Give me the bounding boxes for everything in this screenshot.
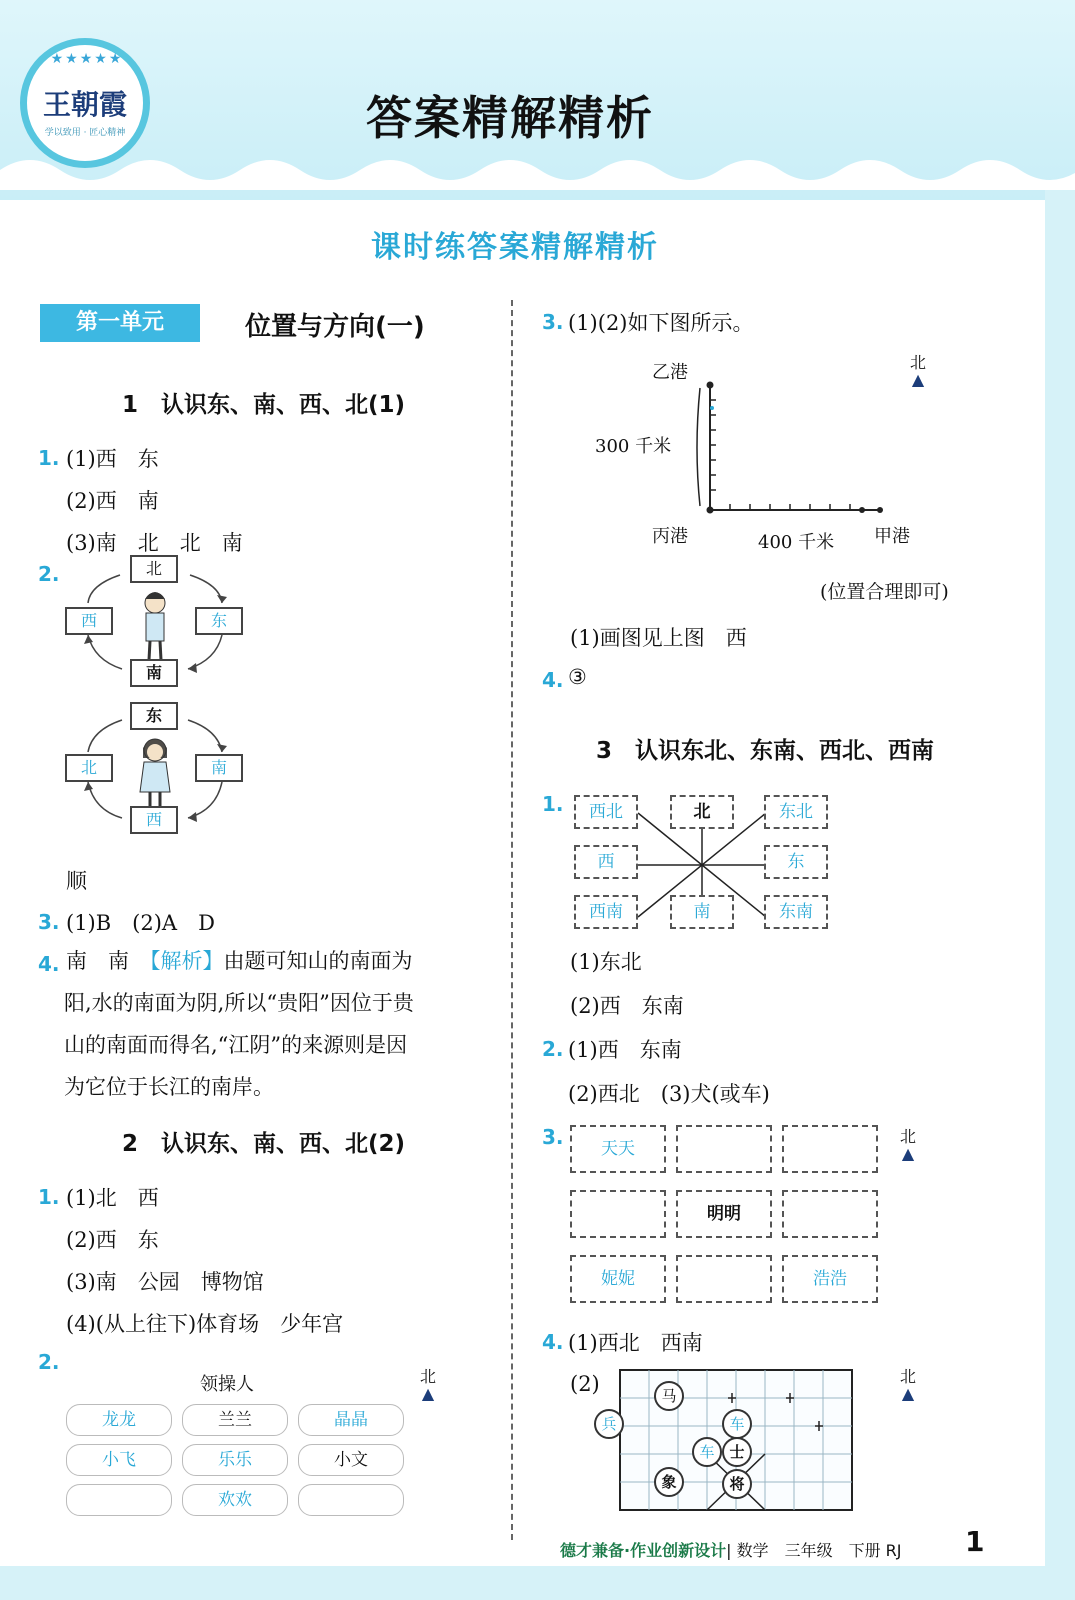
question-number: 3. [38, 910, 60, 934]
seat-grid-cell: 天天 [570, 1125, 666, 1173]
question-number: 1. [38, 1185, 60, 1209]
direction-box-top: 北 [130, 555, 178, 583]
direction-box-right: 东 [195, 607, 243, 635]
north-arrow-icon: ▲ [901, 1144, 915, 1163]
map-note: (位置合理即可) [820, 581, 949, 603]
student-name-cell: 晶晶 [298, 1404, 404, 1436]
section-subtitle: 课时练答案精解精析 [371, 230, 659, 265]
logo-text: 王朝霞 [42, 88, 127, 121]
footer-brand: 德才兼备·作业创新设计 [560, 1541, 727, 1560]
unit-badge: 第一单元 [40, 304, 200, 342]
chess-piece-soldier: 兵 [594, 1409, 624, 1439]
north-arrow-icon: ▲ [421, 1384, 435, 1403]
seat-grid-cell [782, 1125, 878, 1173]
seat-grid-cell [782, 1190, 878, 1238]
footer-info [560, 1538, 902, 1561]
compass-cell-se: 东南 [764, 895, 828, 929]
compass-cell-nw: 西北 [574, 795, 638, 829]
chess-piece-advisor: 士 [722, 1437, 752, 1467]
lesson-3-title: 3 认识东北、东南、西北、西南 [596, 738, 935, 764]
explanation-line [66, 940, 496, 982]
answer-line: (1)西 东 [66, 447, 159, 471]
direction-figure-2 [60, 700, 250, 840]
seat-grid-cell [570, 1190, 666, 1238]
student-name-cell: 兰兰 [182, 1404, 288, 1436]
header-wave-decoration [0, 150, 1075, 190]
answer-line: (1)西 东南 [568, 1038, 682, 1062]
north-label: 北 [899, 1127, 916, 1146]
lesson-1-title: 1 认识东、南、西、北(1) [122, 392, 406, 418]
vertical-distance-label: 300 千米 [595, 436, 672, 457]
north-label: 北 [899, 1367, 916, 1386]
student-name-cell [66, 1484, 172, 1516]
compass-cell-ne: 东北 [764, 795, 828, 829]
explanation-line: 为它位于长江的南岸。 [64, 1075, 274, 1099]
north-arrow-icon: ▲ [911, 370, 925, 389]
logo-subtext: 学以致用 · 匠心精神 [44, 128, 126, 138]
answer-line: (2)西 东南 [570, 994, 684, 1018]
explanation-line: 山的南面而得名,“江阴”的来源则是因 [64, 1033, 408, 1057]
compass-cell-e: 东 [764, 845, 828, 879]
answer-line: (2)西 东 [66, 1228, 159, 1252]
answer-text: 南 南 [66, 949, 150, 973]
question-number: 2. [38, 1350, 60, 1374]
port-map-diagram [595, 350, 950, 560]
direction-box-bottom: 南 [130, 659, 178, 687]
north-label: 北 [909, 353, 926, 372]
question-number: 4. [38, 952, 60, 976]
answer-line: (1)B (2)A D [66, 911, 215, 935]
answer-line: 顺 [66, 869, 87, 893]
seat-grid-cell: 妮妮 [570, 1255, 666, 1303]
direction-box-right: 南 [195, 754, 243, 782]
answer-line: (1)北 西 [66, 1186, 159, 1210]
port-a-label: 甲港 [874, 526, 910, 547]
leader-label: 领操人 [200, 1374, 254, 1395]
direction-box-left: 西 [65, 607, 113, 635]
seat-grid-cell [676, 1255, 772, 1303]
student-name-cell: 欢欢 [182, 1484, 288, 1516]
answer-line: (3)南 公园 博物馆 [66, 1270, 264, 1294]
explanation-tag: 【解析】 [150, 949, 224, 973]
bottom-decorative-band [0, 1566, 1075, 1600]
north-label: 北 [419, 1367, 436, 1386]
question-number: 4. [542, 668, 564, 692]
student-name-cell: 龙龙 [66, 1404, 172, 1436]
seat-grid-cell [676, 1125, 772, 1173]
question-number: 3. [542, 1125, 564, 1149]
seat-grid-cell: 明明 [676, 1190, 772, 1238]
seat-grid-cell: 浩浩 [782, 1255, 878, 1303]
question-number: 2. [38, 562, 60, 586]
direction-box-bottom: 西 [130, 806, 178, 834]
compass-cell-sw: 西南 [574, 895, 638, 929]
answer-line: (2) [570, 1372, 600, 1396]
column-divider [511, 300, 513, 1540]
lesson-2-title: 2 认识东、南、西、北(2) [122, 1131, 406, 1157]
right-decorative-band [1045, 190, 1075, 1600]
explanation-text: 由题可知山的南面为 [223, 949, 413, 973]
answer-line: (1)(2)如下图所示。 [568, 311, 754, 335]
chess-piece-elephant: 象 [654, 1467, 684, 1497]
logo-stars: ★★★★★ [50, 51, 124, 67]
compass-cell-s: 南 [670, 895, 734, 929]
answer-line: (2)西 南 [66, 489, 159, 513]
north-arrow-icon: ▲ [901, 1384, 915, 1403]
unit-title: 位置与方向(一) [245, 312, 425, 342]
answer-line: (3)南 北 北 南 [66, 531, 243, 555]
student-name-cell [298, 1484, 404, 1516]
question-number: 3. [542, 310, 564, 334]
explanation-paragraph [66, 940, 496, 1108]
page-number: 1 [965, 1525, 985, 1558]
question-number: 1. [542, 792, 564, 816]
chess-piece-chariot: 车 [722, 1409, 752, 1439]
chess-piece-general: 将 [722, 1469, 752, 1499]
answer-line: (2)西北 (3)犬(或车) [568, 1082, 770, 1106]
horizontal-distance-label: 400 千米 [758, 532, 835, 553]
port-c-label: 丙港 [652, 526, 688, 547]
question-number: 2. [542, 1037, 564, 1061]
direction-figure-1 [60, 555, 250, 690]
direction-box-top: 东 [130, 702, 178, 730]
compass-cell-w: 西 [574, 845, 638, 879]
student-name-cell: 小飞 [66, 1444, 172, 1476]
compass-cell-n: 北 [670, 795, 734, 829]
answer-line: (4)(从上往下)体育场 少年宫 [66, 1312, 344, 1336]
direction-box-left: 北 [65, 754, 113, 782]
answer-line: (1)画图见上图 西 [570, 626, 747, 650]
answer-line: (1)东北 [570, 950, 642, 974]
explanation-line: 阳,水的南面为阴,所以“贵阳”因位于贵 [64, 991, 414, 1015]
student-name-cell: 乐乐 [182, 1444, 288, 1476]
chess-piece-chariot: 车 [692, 1437, 722, 1467]
student-name-cell: 小文 [298, 1444, 404, 1476]
logo [20, 38, 150, 168]
page-title: 答案精解精析 [366, 91, 654, 145]
footer-course-info: | 数学 三年级 下册 RJ [726, 1541, 902, 1560]
answer-line: ③ [568, 665, 587, 689]
chess-board [600, 1365, 865, 1515]
question-number: 4. [542, 1330, 564, 1354]
question-number: 1. [38, 446, 60, 470]
port-b-label: 乙港 [652, 362, 688, 383]
chess-piece-horse: 马 [654, 1381, 684, 1411]
answer-line: (1)西北 西南 [568, 1331, 703, 1355]
compass-diagram [574, 795, 829, 935]
